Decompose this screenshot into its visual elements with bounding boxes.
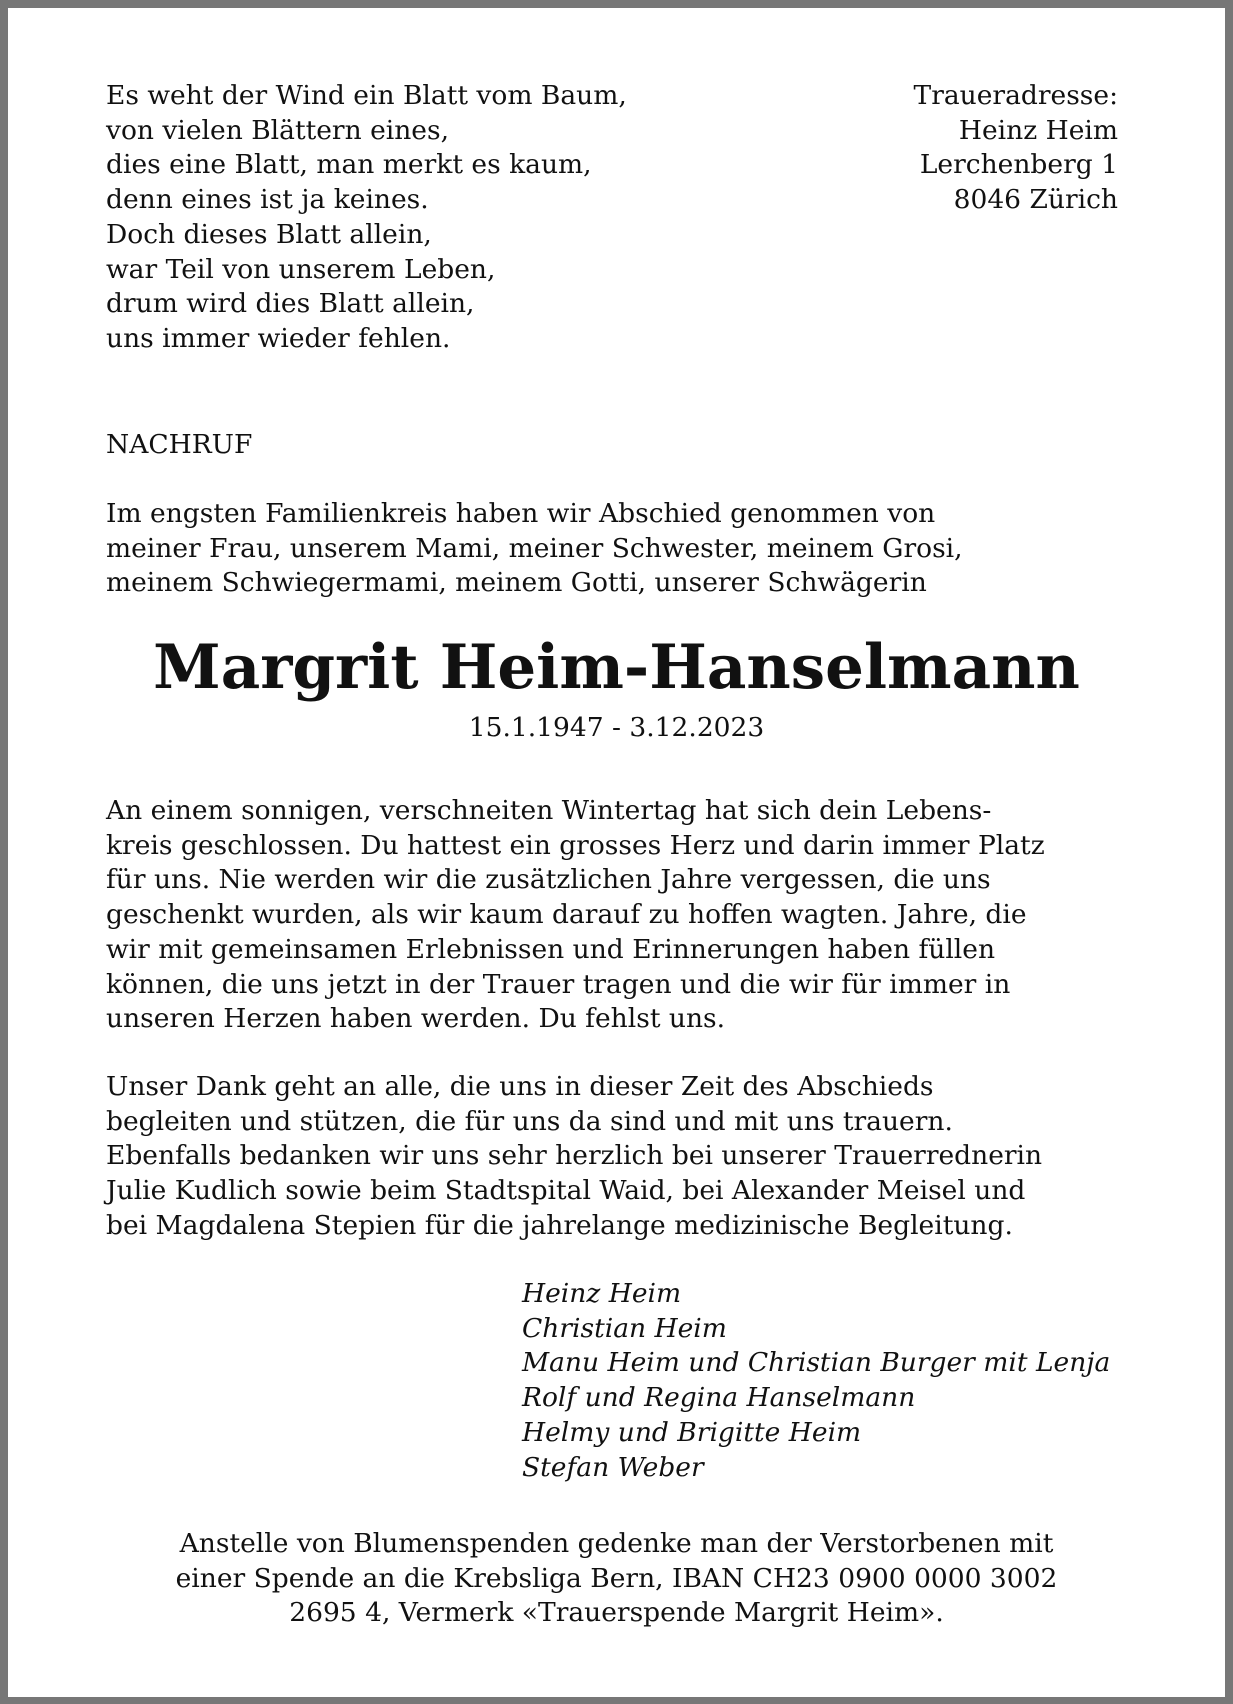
poem-line: Doch dieses Blatt allein,	[106, 218, 432, 250]
text-line: Julie Kudlich sowie beim Stadtspital Waid, bei Alexander Meisel und	[106, 1175, 1026, 1207]
poem-line: denn eines ist ja keines.	[106, 184, 429, 216]
mourning-address	[914, 79, 1118, 218]
address-line: Lerchenberg 1	[919, 149, 1118, 181]
signature-line: Manu Heim und Christian Burger mit Lenja	[522, 1347, 1111, 1379]
poem-line: von vielen Blättern eines,	[106, 114, 450, 146]
signature-line: Helmy und Brigitte Heim	[522, 1416, 862, 1448]
text-line: unseren Herzen haben werden. Du fehlst uns.	[106, 1003, 726, 1035]
address-line: 8046 Zürich	[953, 184, 1118, 216]
signature-line: Heinz Heim	[522, 1278, 682, 1309]
signature-line: Rolf und Regina Hanselmann	[522, 1382, 916, 1414]
donation-note	[8, 1527, 1225, 1631]
text-line: bei Magdalena Stepien für die jahrelange medizinische Begleitung.	[106, 1209, 1013, 1241]
signature-line: Christian Heim	[522, 1312, 727, 1344]
intro-line: meiner Frau, unserem Mami, meiner Schwester, meinem Grosi,	[106, 532, 963, 564]
footer-line: Anstelle von Blumenspenden gedenke man der Verstorbenen mit	[179, 1528, 1054, 1559]
intro-line: Im engsten Familienkreis haben wir Abschied genommen von	[106, 498, 936, 529]
address-line: Traueradresse:	[913, 80, 1118, 111]
text-line: können, die uns jetzt in der Trauer tragen und die wir für immer in	[106, 968, 1011, 1000]
text-line: für uns. Nie werden wir die zusätzlichen Jahre vergessen, die uns	[106, 864, 991, 896]
text-line: begleiten und stützen, die für uns da sind und mit uns trauern.	[106, 1105, 953, 1137]
life-dates: 15.1.1947 - 3.12.2023	[468, 712, 765, 743]
text-line: An einem sonnigen, verschneiten Wintertag hat sich dein Lebens-	[106, 795, 992, 826]
footer-line: 2695 4, Vermerk «Trauerspende Margrit Heim».	[289, 1597, 944, 1629]
poem-line: Es weht der Wind ein Blatt vom Baum,	[106, 80, 627, 111]
text-line: Ebenfalls bedanken wir uns sehr herzlich bei unserer Trauerrednerin	[106, 1140, 1043, 1172]
paragraph-tribute	[106, 794, 1045, 1037]
poem	[106, 79, 627, 357]
intro-text	[106, 497, 963, 601]
footer-line: einer Spende an die Krebsliga Bern, IBAN CH23 0900 0000 3002	[175, 1562, 1058, 1594]
deceased-name: Margrit Heim-Hanselmann	[153, 632, 1080, 703]
intro-line: meinem Schwiegermami, meinem Gotti, unserer Schwägerin	[106, 567, 927, 599]
poem-line: war Teil von unserem Leben,	[106, 253, 496, 285]
poem-line: uns immer wieder fehlen.	[106, 322, 451, 354]
text-line: wir mit gemeinsamen Erlebnissen und Erinnerungen haben füllen	[106, 933, 996, 965]
poem-line: dies eine Blatt, man merkt es kaum,	[106, 149, 592, 181]
heading: NACHRUF	[106, 429, 253, 460]
text-line: geschenkt wurden, als wir kaum darauf zu hoffen wagten. Jahre, die	[106, 899, 1027, 931]
text-line: kreis geschlossen. Du hattest ein grosses Herz und darin immer Platz	[106, 829, 1045, 861]
text-line: Unser Dank geht an alle, die uns in dieser Zeit des Abschieds	[106, 1071, 934, 1102]
signatures	[522, 1277, 1110, 1485]
obituary-page	[8, 8, 1225, 1697]
poem-line: drum wird dies Blatt allein,	[106, 288, 475, 320]
paragraph-thanks	[106, 1070, 1042, 1244]
signature-line: Stefan Weber	[522, 1451, 704, 1483]
address-line: Heinz Heim	[958, 114, 1118, 146]
